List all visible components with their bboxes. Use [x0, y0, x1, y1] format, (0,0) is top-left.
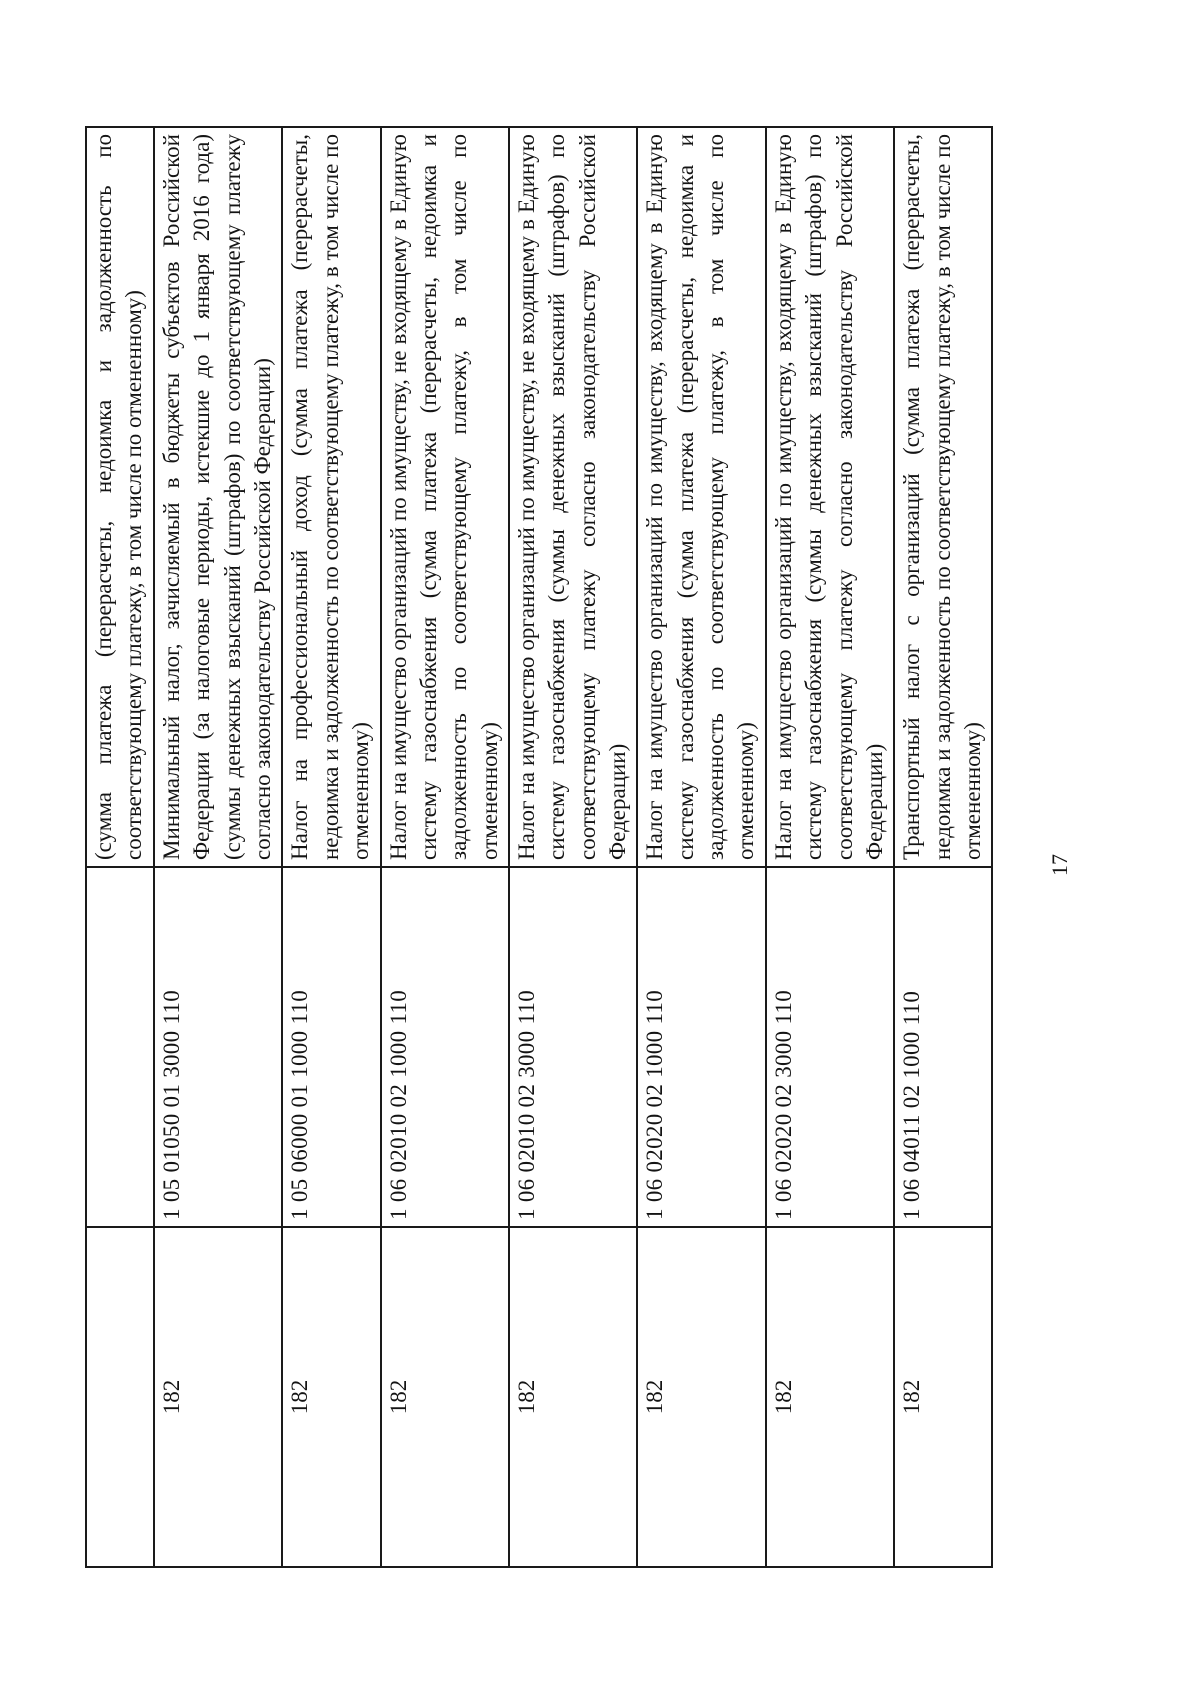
table-row: [282, 127, 380, 1567]
admin-code-cell: [86, 1227, 154, 1567]
budget-code-cell: [86, 867, 154, 1227]
budget-code-cell: 1 06 02010 02 3000 110: [509, 867, 637, 1227]
revenue-name-cell: Налог на имущество организаций по имуществу, входящему в Единую систему газоснабжения (сумма платежа (перерасчеты, недоимка и задолженность по соответствующему платежу, в том числе по отмененному): [637, 127, 765, 867]
budget-code-cell: 1 06 02010 02 1000 110: [381, 867, 509, 1227]
revenue-name-cell: Налог на имущество организаций по имуществу, не входящему в Единую систему газоснабжения (суммы денежных взысканий (штрафов) по соответствующему платежу согласно законодательству Российской Федерации): [509, 127, 637, 867]
revenue-name-cell: (сумма платежа (перерасчеты, недоимка и задолженность по соответствующему платежу, в том числе по отмененному): [86, 127, 154, 867]
table-row: [154, 127, 282, 1567]
revenue-name-cell: Минимальный налог, зачисляемый в бюджеты субъектов Российской Федерации (за налоговые периоды, истекшие до 1 января 2016 года) (суммы денежных взысканий (штрафов) по соответствующему платежу согласно законодательству Российской Федерации): [154, 127, 282, 867]
admin-code-cell: 182: [509, 1227, 637, 1567]
table-row: [86, 127, 154, 1567]
table-row: [509, 127, 637, 1567]
revenue-name-cell: Налог на имущество организаций по имуществу, не входящему в Единую систему газоснабжения (сумма платежа (перерасчеты, недоимка и задолженность по соответствующему платежу, в том числе по отмененному): [381, 127, 509, 867]
budget-code-cell: 1 05 06000 01 1000 110: [282, 867, 380, 1227]
budget-code-cell: 1 06 04011 02 1000 110: [894, 867, 992, 1227]
tax-revenue-table: [85, 126, 993, 1568]
revenue-name-cell: Налог на профессиональный доход (сумма платежа (перерасчеты, недоимка и задолженность по соответствующему платежу, в том числе по отмененному): [282, 127, 380, 867]
page-number: 17: [1047, 854, 1072, 876]
admin-code-cell: 182: [766, 1227, 894, 1567]
budget-code-cell: 1 06 02020 02 3000 110: [766, 867, 894, 1227]
admin-code-cell: 182: [282, 1227, 380, 1567]
revenue-name-cell: Налог на имущество организаций по имуществу, входящему в Единую систему газоснабжения (суммы денежных взысканий (штрафов) по соответствующему платежу согласно законодательству Российской Федерации): [766, 127, 894, 867]
budget-code-cell: 1 05 01050 01 3000 110: [154, 867, 282, 1227]
rotated-page-content: [85, 128, 1035, 1568]
budget-code-cell: 1 06 02020 02 1000 110: [637, 867, 765, 1227]
table-row: [637, 127, 765, 1567]
admin-code-cell: 182: [154, 1227, 282, 1567]
table-row: [766, 127, 894, 1567]
admin-code-cell: 182: [381, 1227, 509, 1567]
admin-code-cell: 182: [637, 1227, 765, 1567]
table-row: [381, 127, 509, 1567]
admin-code-cell: 182: [894, 1227, 992, 1567]
table-row: [894, 127, 992, 1567]
revenue-name-cell: Транспортный налог с организаций (сумма платежа (перерасчеты, недоимка и задолженность по соответствующему платежу, в том числе по отмененному): [894, 127, 992, 867]
